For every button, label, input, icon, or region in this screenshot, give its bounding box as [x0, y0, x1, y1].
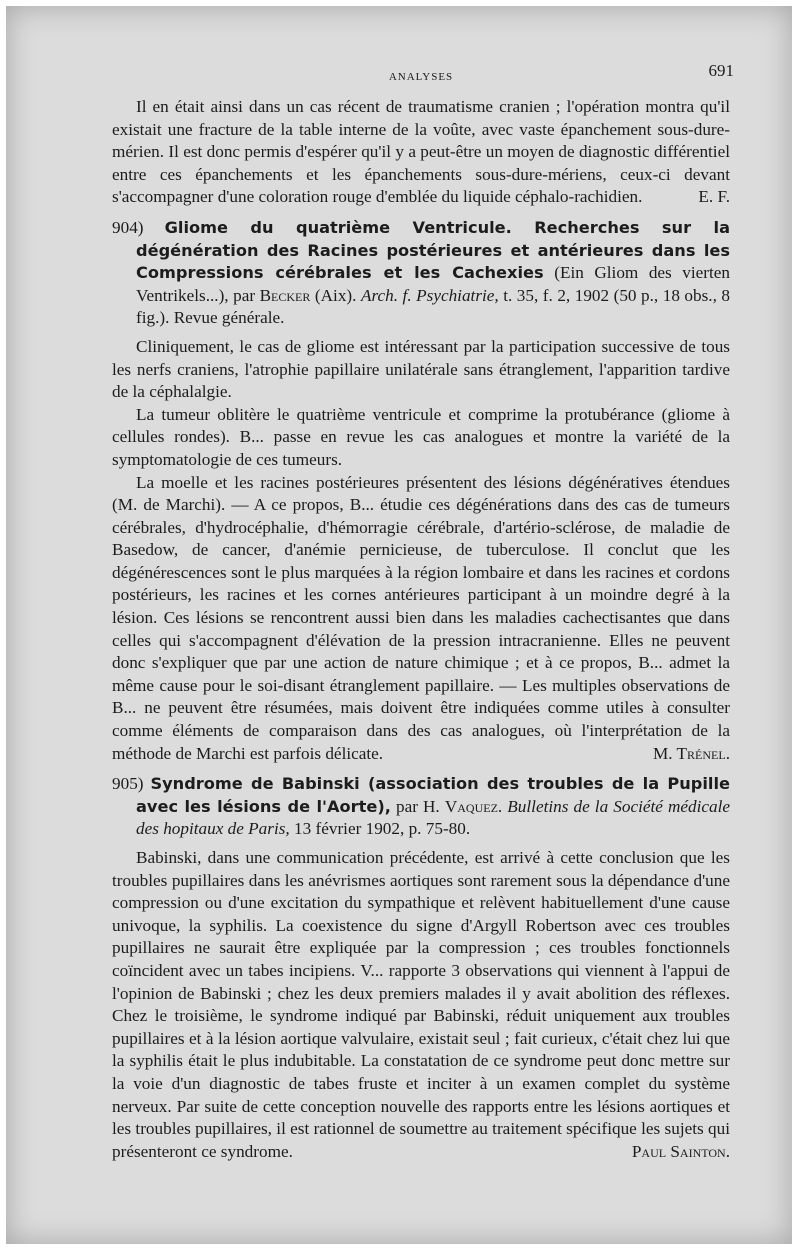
- abstract-905: [112, 773, 730, 1163]
- abstract-904-paragraph-3-text: La moelle et les racines postérieures présentent des lésions dégénératives étendues (M. de Marchi). — A ce propos, B... étudie ces dégénérations dans des cas de tumeurs cérébrales, d'hydrocéphalie, d'hémorragie cérébrale, d'artério-sclérose, de maladie de Basedow, de cancer, d'anémie pernicieuse, de tuberculose. Il conclut que les dégénérescences sont le plus marquées à la région lombaire et dans les racines et cordons postérieurs, les racines et les cornes antérieures participant à un moindre degré à la lésion. Ces lésions se rencontrent aussi bien dans les maladies cachectisantes que dans celles qui s'accompagnent d'élévation de la pression intracranienne. Elles ne peuvent donc s'expliquer que par une action de nature chimique ; et à ce propos, B... admet la même cause pour le soi-disant étranglement papillaire. — Les multiples observations de B... ne peuvent être résumées, mais doivent être indiquées comme utiles à consulter comme éléments de comparaison dans des cas analogues, où l'interprétation de la méthode de Marchi est parfois délicate.: [112, 472, 730, 763]
- abstract-905-title: Syndrome de Babinski (association des troubles de la Pupille avec les lésions de l'Aorte),: [136, 774, 730, 816]
- abstract-904-german-title: (Ein Gliom des vierten Ventrikels...),: [136, 263, 731, 305]
- intro-paragraph: [112, 96, 730, 209]
- abstract-904-journal: Arch. f. Psychiatrie,: [360, 285, 499, 305]
- abstract-904-paragraph-2: La tumeur oblitère le quatrième ventricule et comprime la protubérance (gliome à cellules rondes). B... passe en revue les cas analogues et montre la variété de la symptomatologie de ces tumeurs.: [112, 404, 730, 469]
- abstract-905-journal: Bulletins de la Société médicale des hopitaux de Paris,: [136, 796, 731, 839]
- abstract-904-heading: [112, 217, 730, 330]
- abstract-905-signature: Paul Sainton.: [631, 1141, 730, 1161]
- abstract-905-number: 905): [112, 774, 144, 794]
- abstract-904-author: Becker: [259, 285, 311, 305]
- abstract-905-author: Vaquez.: [444, 796, 503, 816]
- abstract-904-signature: M. Trénel.: [652, 743, 730, 763]
- abstract-905-par: par H.: [395, 796, 440, 816]
- abstract-904: [112, 217, 730, 765]
- abstract-905-citation: 13 février 1902, p. 75-80.: [294, 819, 471, 839]
- abstract-904-title: Gliome du quatrième Ventricule. Recherches sur la dégénération des Racines postérieures et antérieures dans les Compressions cérébrales et les Cachexies: [136, 217, 730, 283]
- intro-signature: E. F.: [698, 187, 730, 207]
- abstract-905-heading: [112, 773, 730, 841]
- abstract-904-body: [112, 336, 730, 765]
- intro-section: [112, 96, 730, 209]
- abstract-904-par: par: [233, 285, 256, 305]
- abstract-904-paragraph-3: [112, 472, 730, 766]
- running-title: ANALYSES: [388, 71, 454, 83]
- abstract-905-paragraph-1: [112, 847, 730, 1163]
- abstract-904-author-place: (Aix).: [314, 285, 357, 305]
- page-header: [112, 60, 734, 96]
- abstract-904-paragraph-1: Cliniquement, le cas de gliome est intéressant par la participation successive de tous les nerfs craniens, l'atrophie papillaire unilatérale sans étranglement, l'apparition tardive de la céphalalgie.: [112, 336, 730, 402]
- intro-paragraph-text: Il en était ainsi dans un cas récent de traumatisme cranien ; l'opération montra qu'il existait une fracture de la table interne de la voûte, avec vaste épanchement sous-dure-mérien. Il est donc permis d'espérer qu'il y a peut-être un moyen de diagnostic différentiel entre ces épanchements et les épanchements sous-dure-mériens, ceux-ci devant s'accompagner d'une coloration rouge d'emblée du liquide céphalo-rachidien.: [112, 97, 730, 207]
- page-number: 691: [708, 61, 734, 80]
- journal-page: [112, 60, 734, 1163]
- abstract-905-body: [112, 847, 730, 1163]
- abstract-904-citation: t. 35, f. 2, 1902 (50 p., 18 obs., 8 fig.). Revue générale.: [136, 285, 731, 328]
- abstract-904-number: 904): [112, 217, 144, 237]
- abstract-905-paragraph-1-text: Babinski, dans une communication précédente, est arrivé à cette conclusion que les troubles pupillaires dans les anévrismes aortiques sont rarement sous la dépendance d'une compression ou d'une excitation du sympathique et relèvent habituellement d'une cause univoque, la syphilis. La coexistence du signe d'Argyll Robertson avec ces troubles pupillaires ne saurait être expliquée par la compression ; ces troubles fonctionnels coïncident avec un tabes incipiens. V... rapporte 3 observations qui viennent à l'appui de l'opinion de Babinski ; chez les deux premiers malades il y avait abolition des réflexes. Chez le troisième, le syndrome indiqué par Babinski, réduit uniquement aux troubles pupillaires et à la lésion aortique valvulaire, existait seul ; fait curieux, c'était chez lui que la syphilis était le plus indubitable. La constatation de ce syndrome peut donc mettre sur la voie d'un diagnostic de tabes fruste et inciter à un examen complet du système nerveux. Par suite de cette conception nouvelle des rapports entre les lésions aortiques et les troubles pupillaires, il est rationnel de soumettre au traitement spécifique les sujets qui présenteront ce syndrome.: [112, 848, 730, 1161]
